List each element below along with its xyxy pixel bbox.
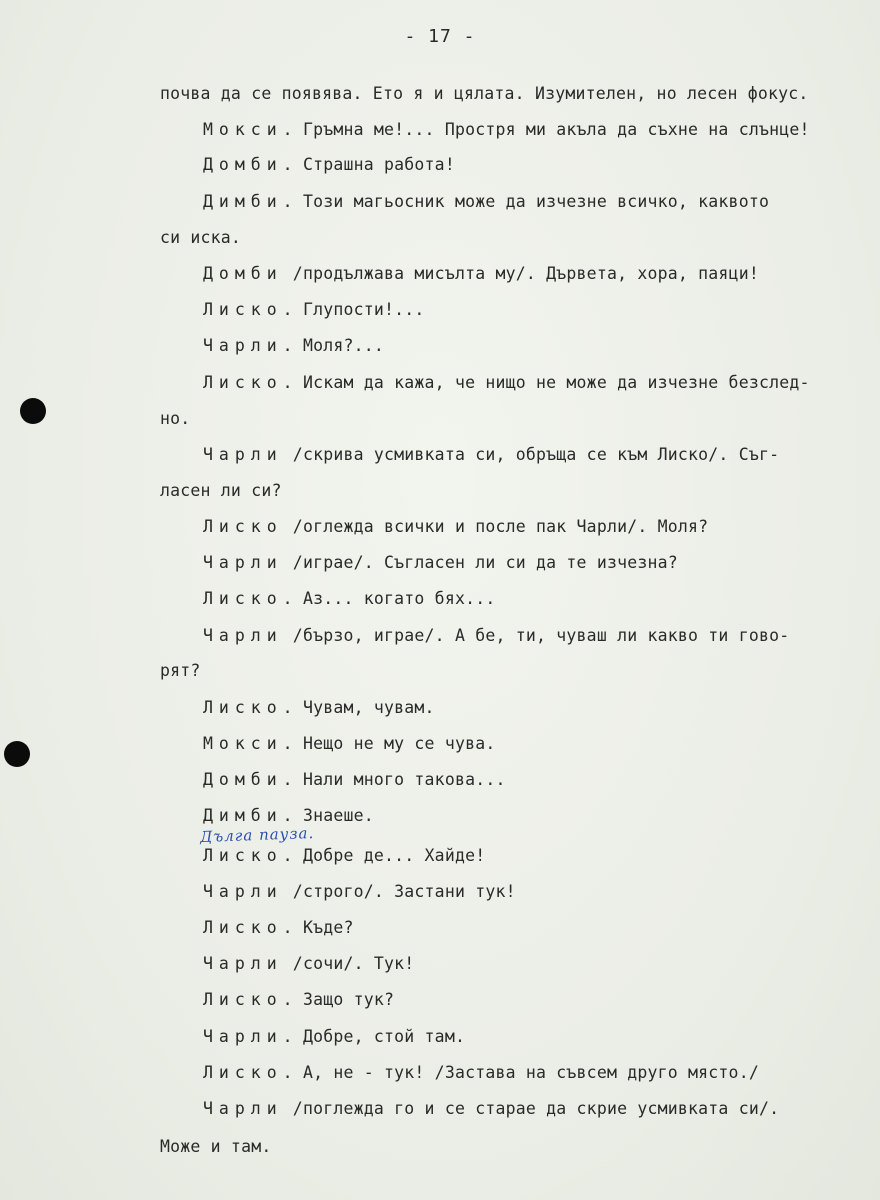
script-line bbox=[203, 373, 810, 393]
speaker-name: Лиско bbox=[203, 1063, 283, 1082]
speaker-name: Лиско bbox=[203, 300, 283, 319]
line-text: /оглежда всички и после пак Чарли/. Моля? bbox=[282, 517, 709, 536]
line-text: . Знаеше. bbox=[282, 806, 374, 825]
speaker-name: Чарли bbox=[203, 445, 283, 464]
script-line bbox=[203, 155, 455, 175]
line-text: /поглежда го и се старае да скрие усмивката си/. bbox=[282, 1099, 780, 1118]
speaker-name: Чарли bbox=[203, 954, 283, 973]
line-text: /строго/. Застани тук! bbox=[282, 882, 516, 901]
script-line bbox=[203, 300, 425, 320]
script-line bbox=[203, 553, 678, 573]
line-text: почва да се появява. Ето я и цялата. Изумителен, но лесен фокус. bbox=[160, 84, 809, 103]
line-text: . Моля?... bbox=[282, 336, 385, 355]
script-line bbox=[203, 990, 394, 1010]
speaker-name: Чарли bbox=[203, 553, 283, 572]
speaker-name: Домби bbox=[203, 155, 283, 174]
line-text: . Този магьосник може да изчезне всичко, каквото bbox=[282, 192, 770, 211]
line-text: /играе/. Съгласен ли си да те изчезна? bbox=[282, 553, 678, 572]
page-number: - 17 - bbox=[404, 26, 476, 47]
speaker-name: Мокси bbox=[203, 734, 283, 753]
script-line bbox=[203, 517, 708, 537]
line-text: . Гръмна ме!... Простря ми акъла да съхне на слънце! bbox=[282, 120, 810, 139]
script-line bbox=[203, 445, 779, 465]
script-line bbox=[203, 918, 354, 938]
line-text: . Защо тук? bbox=[282, 990, 395, 1009]
line-text: /сочи/. Тук! bbox=[282, 954, 415, 973]
script-line bbox=[160, 481, 282, 501]
line-text: /продължава мисълта му/. Дървета, хора, паяци! bbox=[282, 264, 759, 283]
line-text: . Чувам, чувам. bbox=[282, 698, 435, 717]
speaker-name: Чарли bbox=[203, 1027, 283, 1046]
line-text: . Страшна работа! bbox=[282, 155, 455, 174]
script-line bbox=[203, 120, 810, 140]
script-line bbox=[203, 1027, 465, 1047]
speaker-name: Лиско bbox=[203, 373, 283, 392]
speaker-name: Лиско bbox=[203, 846, 283, 865]
script-line bbox=[203, 698, 435, 718]
script-line bbox=[203, 192, 769, 212]
speaker-name: Лиско bbox=[203, 589, 283, 608]
script-line bbox=[203, 336, 384, 356]
handwritten-note: Дълга пауза. bbox=[199, 824, 315, 846]
script-line bbox=[203, 1063, 759, 1083]
line-text: Може и там. bbox=[160, 1137, 272, 1156]
script-line bbox=[203, 846, 485, 866]
script-line bbox=[203, 882, 516, 902]
script-line bbox=[160, 1137, 271, 1157]
script-line bbox=[160, 84, 809, 104]
line-text: рят? bbox=[160, 661, 201, 680]
line-text: /скрива усмивката си, обръща се към Лиско/. Съг- bbox=[282, 445, 780, 464]
script-line bbox=[203, 770, 506, 790]
line-text: . Къде? bbox=[282, 918, 354, 937]
line-text: . Добре де... Хайде! bbox=[282, 846, 486, 865]
punch-hole-top bbox=[20, 398, 46, 424]
line-text: . Добре, стой там. bbox=[282, 1027, 466, 1046]
script-line bbox=[203, 626, 789, 646]
speaker-name: Лиско bbox=[203, 918, 283, 937]
line-text: но. bbox=[160, 409, 191, 428]
speaker-name: Лиско bbox=[203, 698, 283, 717]
line-text: . Нали много такова... bbox=[282, 770, 506, 789]
script-line bbox=[160, 409, 190, 429]
line-text: /бързо, играе/. А бе, ти, чуваш ли какво ти гово- bbox=[282, 626, 790, 645]
line-text: . Нещо не му се чува. bbox=[282, 734, 496, 753]
line-text: си иска. bbox=[160, 228, 242, 247]
speaker-name: Домби bbox=[203, 264, 283, 283]
speaker-name: Чарли bbox=[203, 626, 283, 645]
speaker-name: Лиско bbox=[203, 517, 283, 536]
line-text: . Искам да кажа, че нищо не може да изчезне безслед- bbox=[282, 373, 810, 392]
line-text: . Аз... когато бях... bbox=[282, 589, 496, 608]
speaker-name: Димби bbox=[203, 806, 283, 825]
speaker-name: Чарли bbox=[203, 882, 283, 901]
speaker-name: Димби bbox=[203, 192, 283, 211]
speaker-name: Чарли bbox=[203, 336, 283, 355]
speaker-name: Мокси bbox=[203, 120, 283, 139]
script-line bbox=[203, 1099, 779, 1119]
script-line bbox=[203, 264, 759, 284]
script-line bbox=[203, 734, 495, 754]
script-line bbox=[203, 954, 414, 974]
script-line bbox=[203, 806, 374, 826]
script-line bbox=[203, 589, 495, 609]
script-line bbox=[160, 228, 241, 248]
script-line bbox=[160, 661, 201, 681]
punch-hole-bottom bbox=[4, 741, 30, 767]
speaker-name: Чарли bbox=[203, 1099, 283, 1118]
line-text: . Глупости!... bbox=[282, 300, 425, 319]
line-text: ласен ли си? bbox=[160, 481, 282, 500]
speaker-name: Лиско bbox=[203, 990, 283, 1009]
line-text: . А, не - тук! /Застава на съвсем друго място./ bbox=[282, 1063, 759, 1082]
speaker-name: Домби bbox=[203, 770, 283, 789]
